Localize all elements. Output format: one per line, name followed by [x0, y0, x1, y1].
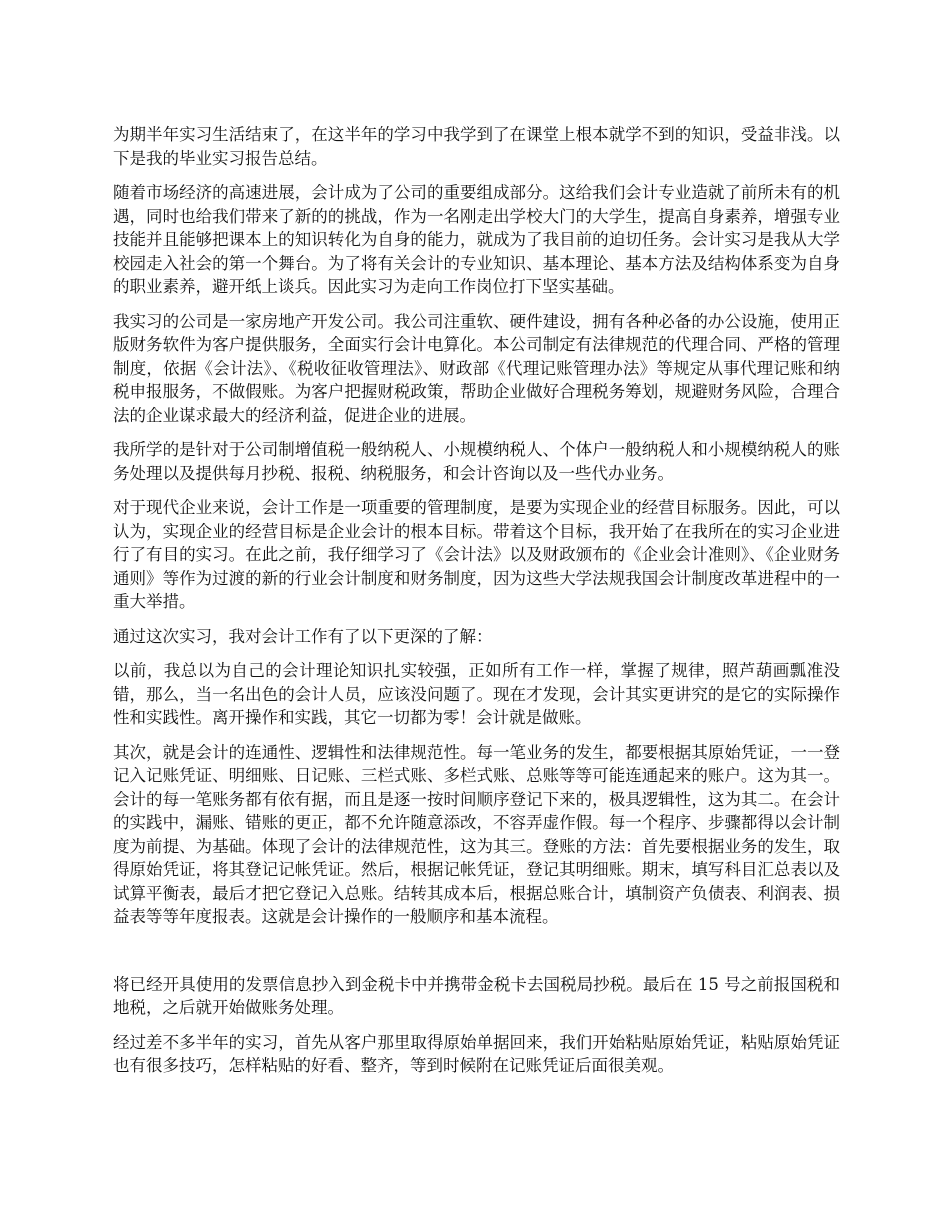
paragraph-understanding-lead: 通过这次实习，我对会计工作有了以下更深的了解：	[113, 626, 493, 646]
paragraph-background: 随着市场经济的高速进展，会计成为了公司的重要组成部分。这给我们会计专业造就了前所未有的机遇，同时也给我们带来了新的的挑战，作为一名刚走出学校大门的大学生，提高自身素养，增强专业技能并且能够把课本上的知识转化为自身的能力，就成为了我目前的迫切任务。会计实习是我从大学校园走入社会的第一个舞台。为了将有关会计的专业知识、基本理论、基本方法及结构体系变为自身的职业素养，避开纸上谈兵。因此实习为走向工作岗位打下坚实基础。	[113, 183, 840, 296]
paragraph-study-scope: 我所学的是针对于公司制增值税一般纳税人、小规模纳税人、个体户一般纳税人和小规模纳税人的账务处理以及提供每月抄税、报税、纳税服务，和会计咨询以及一些代办业务。	[113, 440, 840, 483]
paragraph-vouchers: 经过差不多半年的实习，首先从客户那里取得原始单据回来，我们开始粘贴原始凭证，粘贴原始凭证也有很多技巧，怎样粘贴的好看、整齐，等到时候附在记账凭证后面很美观。	[113, 1032, 840, 1075]
document-body	[113, 123, 840, 1089]
paragraph-tax-copy: 将已经开具使用的发票信息抄入到金税卡中并携带金税卡去国税局抄税。最后在 15 号之前报国税和地税，之后就开始做账务处理。	[113, 974, 840, 1017]
paragraph-practice: 以前，我总以为自己的会计理论知识扎实较强，正如所有工作一样，掌握了规律，照芦葫画瓢准没错，那么，当一名出色的会计人员，应该没问题了。现在才发现，会计其实更讲究的是它的实际操作性和实践性。离开操作和实践，其它一切都为零！会计就是做账。	[113, 661, 840, 727]
paragraph-management: 对于现代企业来说，会计工作是一项重要的管理制度，是要为实现企业的经营目标服务。因此，可以认为，实现企业的经营目标是企业会计的根本目标。带着这个目标，我开始了在我所在的实习企业进行了有目的实习。在此之前，我仔细学习了《会计法》以及财政颁布的《企业会计准则》、《企业财务通则》等作为过渡的新的行业会计制度和财务制度，因为这些大学法规我国会计制度改革进程中的一重大举措。	[113, 498, 840, 611]
paragraph-intro: 为期半年实习生活结束了，在这半年的学习中我学到了在课堂上根本就学不到的知识，受益非浅。以下是我的毕业实习报告总结。	[113, 125, 840, 168]
paragraph-company: 我实习的公司是一家房地产开发公司。我公司注重软、硬件建设，拥有各种必备的办公设施，使用正版财务软件为客户提供服务，全面实行会计电算化。本公司制定有法律规范的代理合同、严格的管理制度，依据《会计法》、《税收征收管理法》、财政部《代理记账管理办法》等规定从事代理记账和纳税申报服务，不做假账。为客户把握财税政策，帮助企业做好合理税务筹划，规避财务风险，合理合法的企业谋求最大的经济利益，促进企业的进展。	[113, 311, 840, 425]
paragraph-logic: 其次，就是会计的连通性、逻辑性和法律规范性。每一笔业务的发生，都要根据其原始凭证，一一登记入记账凭证、明细账、日记账、三栏式账、多栏式账、总账等等可能连通起来的账户。这为其一。会计的每一笔账务都有依有据，而且是逐一按时间顺序登记下来的，极具逻辑性，这为其二。在会计的实践中，漏账、错账的更正，都不允许随意添改，不容弄虚作假。每一个程序、步骤都得以会计制度为前提、为基础。体现了会计的法律规范性，这为其三。登账的方法：首先要根据业务的发生，取得原始凭证，将其登记记帐凭证。然后，根据记帐凭证，登记其明细账。期末，填写科目汇总表以及试算平衡表，最后才把它登记入总账。结转其成本后，根据总账合计，填制资产负债表、利润表、损益表等等年度报表。这就是会计操作的一般顺序和基本流程。	[113, 742, 840, 926]
